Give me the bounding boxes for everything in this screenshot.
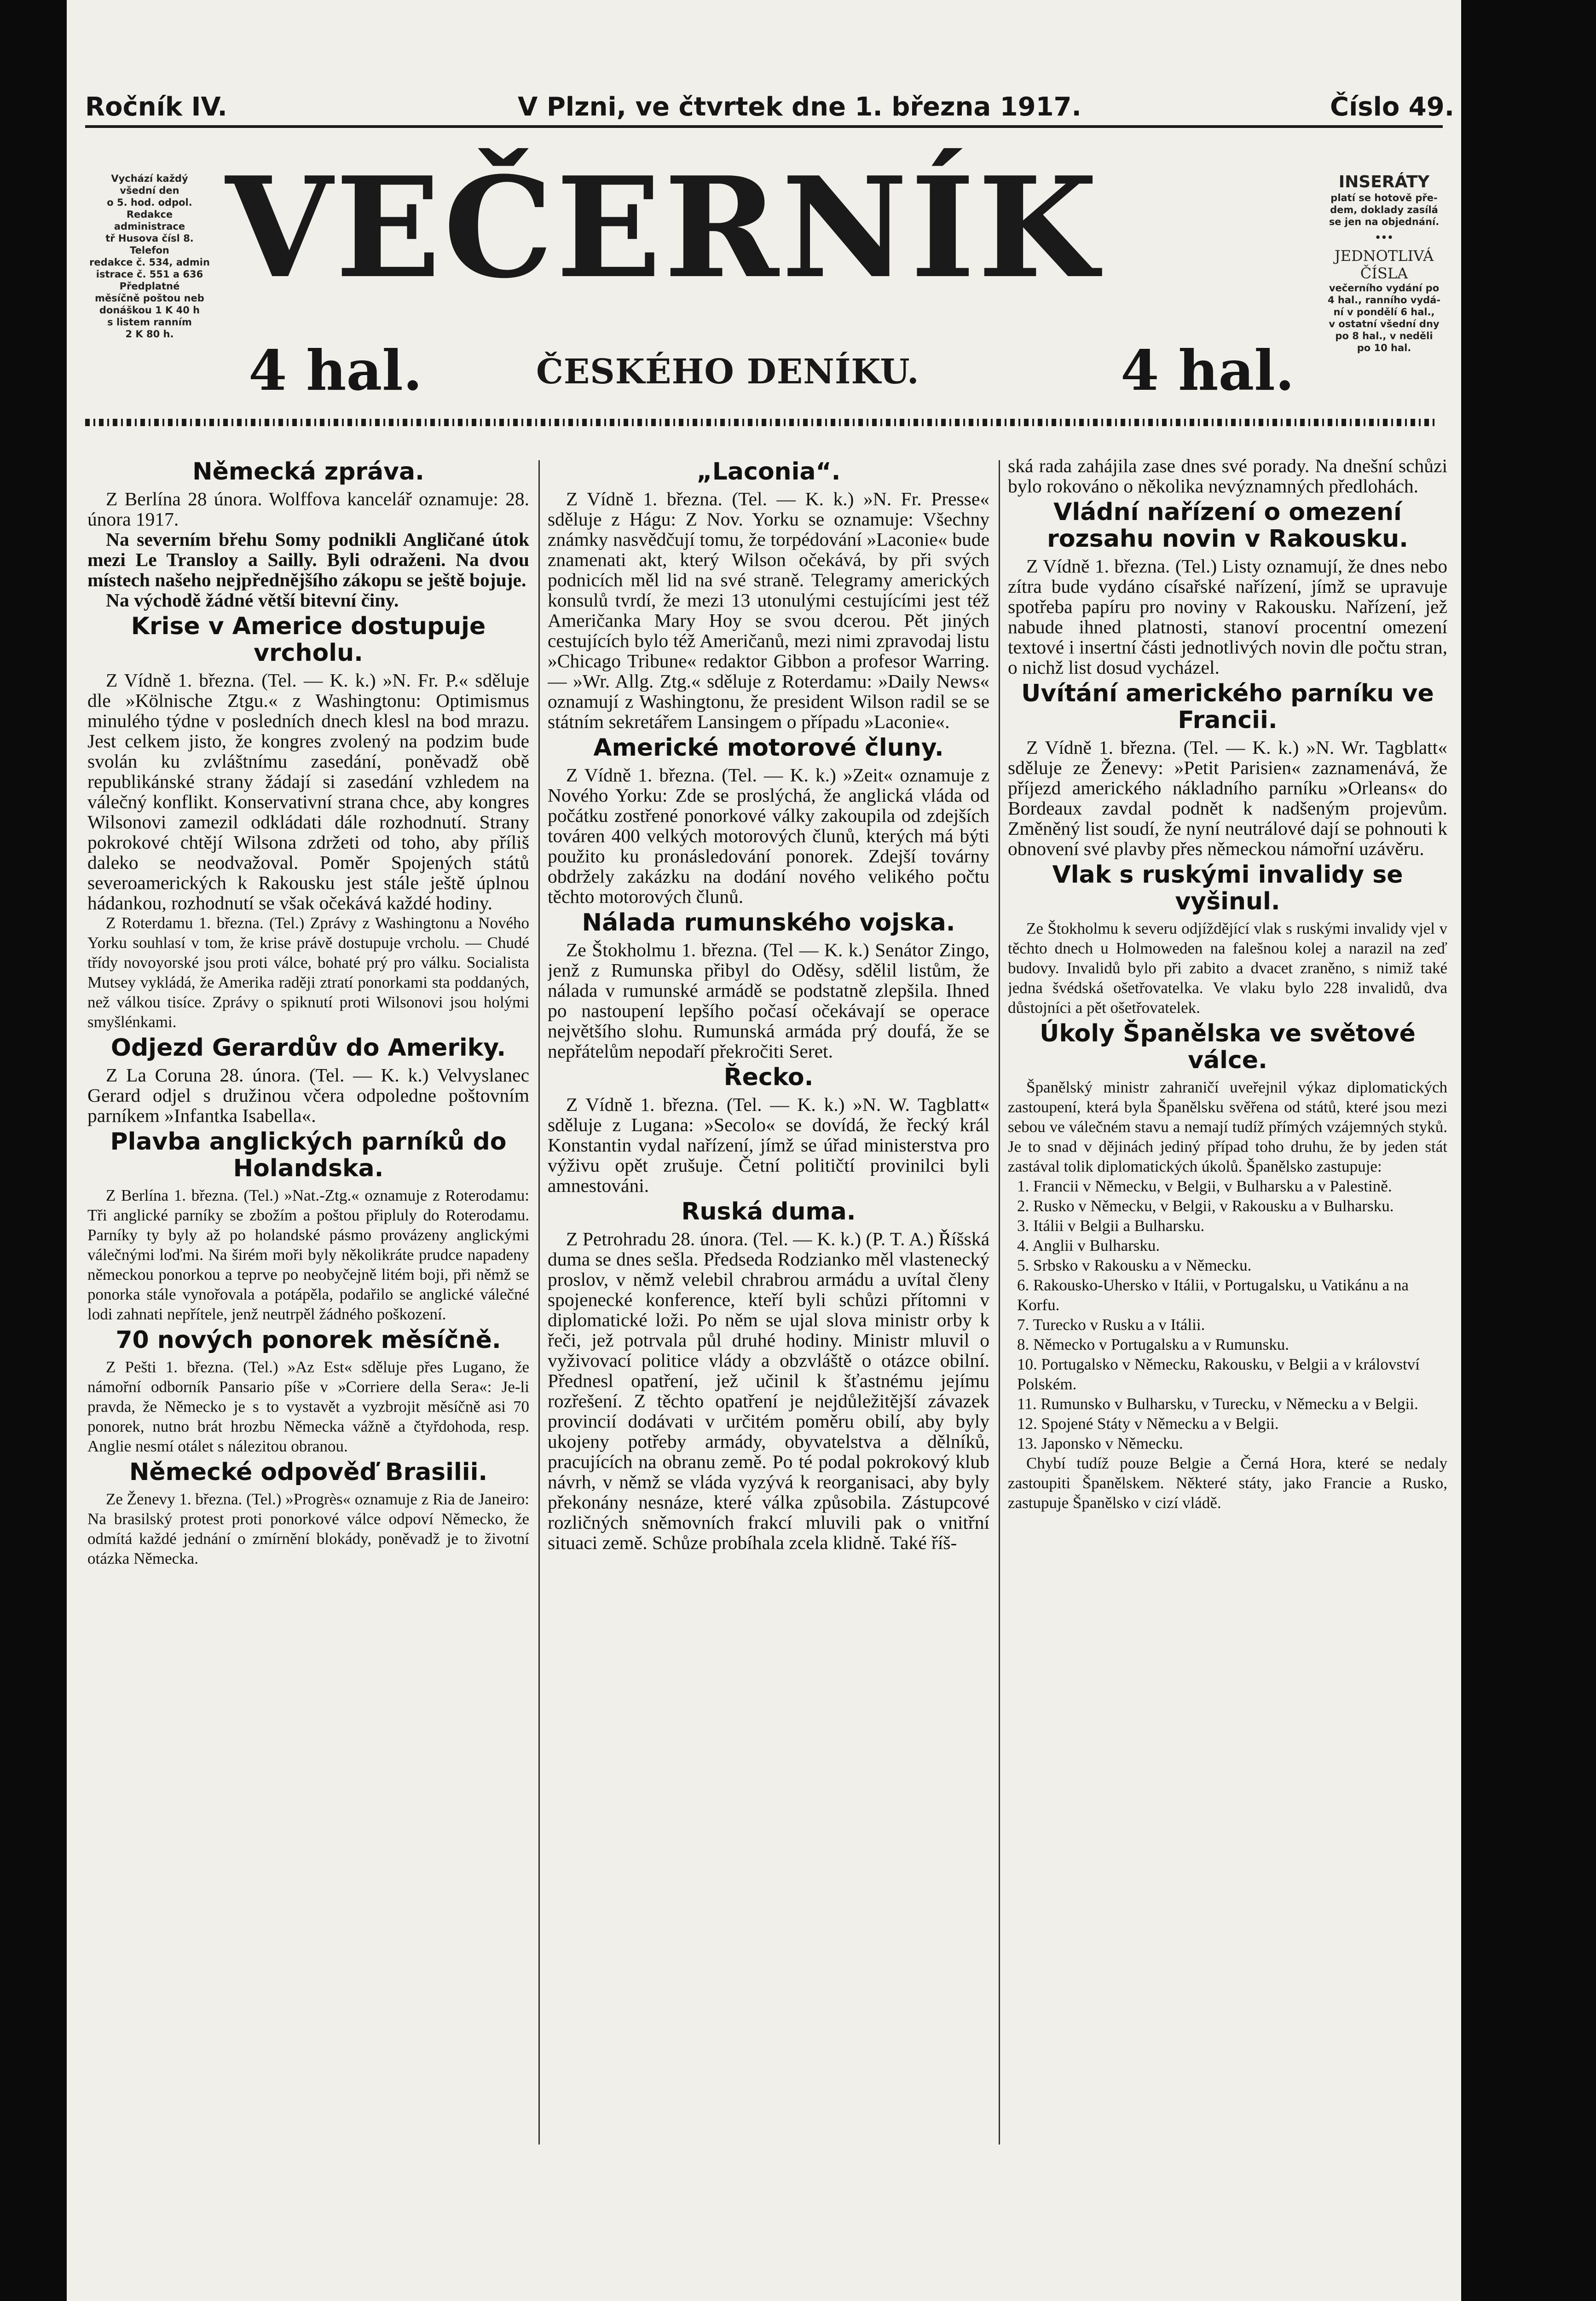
list-item: 1. Francii v Německu, v Belgii, v Bulharsku a v Palestině. — [1017, 1177, 1392, 1195]
article-paragraph: Z Berlína 28 února. Wolffova kancelář oznamuje: 28. února 1917. — [87, 488, 529, 530]
article-headline: Úkoly Španělska ve světové válce. — [1040, 1020, 1416, 1074]
article-paragraph: Z Vídně 1. března. (Tel. — K. k.) »N. Fr. Presse« sděluje z Hágu: Z Nov. Yorku se oznamuje: Všechny známky nasvědčují tomu, že torpédování »Laconie« bude znamenati akt, který Wilson očekává, by při svých podnicích měl lid na své straně. Telegramy amerických konsulů tvrdí, že mezi 13 utonulými cestujícími jest též Američanka Mary Hoy se svou dcerou. Pět jiných cestujících bylo též Američanů, mezi nimi zpravodaj listu »Chicago Tribune« redaktor Gibbon a profesor Warring. — »Wr. Allg. Ztg.« sděluje z Roterdamu: »Daily News« oznamují z Washingtonu, že president Wilson radil se se státním sekretářem Lansingem o případu »Laconie«. — [548, 488, 989, 732]
article-paragraph: Z Berlína 1. března. (Tel.) »Nat.-Ztg.« oznamuje z Roterodamu: Tři anglické parníky se zbožím a poštou připluly do Roterodamu. Parníky ty byly až po holandské pásmo provázeny anglickými válečnými loďmi. Na širém moři byly několikráte prudce napadeny německou ponorkou a teprve po neobyčejně litém boji, při němž se ponorka stále vynořovala a potápěla, podařilo se anglické válečné lodi zahnati nepřítele, jenž neutrpěl žádného poškození. — [87, 1186, 529, 1323]
article-headline: Vládní nařízení o omezení rozsahu novin v Rakousku. — [1047, 498, 1408, 553]
info-line: dem, doklady zasílá — [1330, 204, 1438, 215]
issue-number: Číslo 49. — [1330, 92, 1454, 122]
masthead-subtitle: ČESKÉHO DENÍKU. — [536, 352, 919, 392]
newspaper-page — [67, 0, 1461, 2301]
info-line: Telefon — [130, 245, 169, 256]
info-line: měsíčně poštou neb — [95, 293, 204, 304]
article-paragraph: Z Vídně 1. března. (Tel. — K. k.) »Zeit« oznamuje z Nového Yorku: Zde se proslýchá, že anglická vláda od počátku zostřené ponorkové války zakoupila od zdejších továren 400 velkých motorových člunů, kterých má býti použito ku pronásledování ponorek. Zdejší továrny obdržely zakázku na dodání nového velikého počtu těchto motorových člunů. — [548, 764, 989, 907]
article-paragraph: Z Vídně 1. března. (Tel. — K. k.) »N. Fr. P.« sděluje dle »Kölnische Ztgu.« z Washingtonu: Optimismus minulého týdne v posledních dnech klesl na bod mrazu. Jest celkem jisto, že kongres zvolený na podzim bude svolán ku zvláštnímu zasedání, poněvadž obě republikánské strany žádají si zasedání vzhledem na válečný konflikt. Konservativní strana chce, aby kongres Wilsonovi zamezil odkládati dále rozhodnutí. Strany pokrokové chtějí Wilsona zdržeti od toho, aby příliš daleko se neodvažoval. Poměr Spojených států severoamerických k Rakousku jest stále ještě úplnou hádankou, rozhodnutí se však očekává každé hodiny. — [87, 670, 529, 913]
publication-info-box — [85, 173, 214, 340]
dateline: V Plzni, ve čtvrtek dne 1. března 1917. — [518, 92, 1081, 122]
article-headline: Ruská duma. — [681, 1198, 856, 1226]
article-headline: Nálada rumunského vojska. — [582, 909, 955, 937]
article-headline: Plavba anglických parníků do Holandska. — [110, 1128, 507, 1182]
article-paragraph: Chybí tudíž pouze Belgie a Černá Hora, které se nedaly zastoupiti Španělskem. Některé státy, jako Francie a Rusko, zastupuje Španělsko v cizí vládě. — [1008, 1454, 1447, 1512]
inserts-title: INSERÁTY — [1338, 173, 1430, 191]
list-item: 13. Japonsko v Německu. — [1017, 1434, 1183, 1452]
info-line: se jen na objednání. — [1329, 216, 1440, 227]
info-line: o 5. hod. odpol. — [107, 197, 192, 208]
list-item: 12. Spojené Státy v Německu a v Belgii. — [1017, 1415, 1279, 1433]
info-line: po 8 hal., v neděli — [1335, 330, 1433, 341]
article-paragraph: Ze Štokholmu k severu odjíždějící vlak s ruskými invalidy vjel v těchto dnech u Holmoweden na falešnou kolej a narazil na zeď budovy. Invalidů bylo při zabito a dvacet zraněno, s nimiž také jedna švédská ošetřovatelka. Ve vlaku bylo 228 invalidů, dva důstojníci a pět ošetřovatelek. — [1008, 919, 1447, 1017]
info-line: istrace č. 551 a 636 — [96, 269, 203, 280]
column-3 — [1008, 456, 1447, 2154]
price-left: 4 hal. — [249, 338, 422, 403]
info-line: všední den — [120, 185, 179, 196]
list-item: 11. Rumunsko v Bulharsku, v Turecku, v Německu a v Belgii. — [1017, 1395, 1418, 1413]
article-headline: „Laconia“. — [696, 458, 841, 486]
article-paragraph: Z Petrohradu 28. února. (Tel. — K. k.) (P. T. A.) Říšská duma se dnes sešla. Předseda Rodzianko měl vlastenecký proslov, v němž velebil chrabrou armádu a uvítal členy spojenecké konference, kteří byli schůzi přítomni v diplomatické loži. Po něm se ujal slova ministr orby k řeči, jež potrvala půl druhé hodiny. Ministr mluvil o vyživovací politice vlády a obzvláště o otázce obilní. Přednesl opatření, jež učinil k šťastnému jejímu rozřešení. Z těchto opatření je nejdůležitější závazek provincií dodávati v určitém poměru obilí, aby byly ukojeny potřeby armády, obyvatelstva a dělníků, pracujících na obranu země. Po té podal pokrokový klub návrh, v němž se vláda vyzývá k reorganisaci, aby byly překonány nesnáze, které válka způsobila. Zástupcové rozličných sněmovních frakcí mluvili pak o vnitřní situaci země. Schůze probíhala zcela klidně. Také říš- — [548, 1228, 989, 1553]
article-headline: Odjezd Gerardův do Ameriky. — [110, 1034, 506, 1062]
list-item: 6. Rakousko-Uhersko v Itálii, v Portugalsku, u Vatikánu a na Korfu. — [1017, 1276, 1409, 1314]
article-paragraph: ská rada zahájila zase dnes své porady. Na dnešní schůzi bylo rokováno o několika nevýznamných předlohách. — [1008, 456, 1447, 497]
article-headline: Krise v Americe dostupuje vrcholu. — [131, 613, 486, 667]
info-line: s listem ranním — [107, 317, 192, 328]
article-paragraph: Z La Coruna 28. února. (Tel. — K. k.) Velvyslanec Gerard odjel s družinou včera odpoledne poštovním parníkem »Infantka Isabella«. — [87, 1064, 529, 1126]
article-headline: Americké motorové čluny. — [593, 734, 944, 762]
info-line: ní v pondělí 6 hal., — [1333, 306, 1435, 318]
price-right: 4 hal. — [1121, 338, 1295, 403]
info-line: administrace — [114, 221, 185, 232]
article-paragraph: Ze Štokholmu 1. března. (Tel — K. k.) Senátor Zingo, jenž z Rumunska přibyl do Oděsy, sdělil listům, že nálada v rumunské armádě se podstatně zlepšila. Ihned po nastoupení lepšího počasí očekávají se operace největšího slohu. Rumunská armáda prý doufá, že se nepřátelům nepodaří překročiti Seret. — [548, 939, 989, 1062]
list-item: 4. Anglii v Bulharsku. — [1017, 1237, 1160, 1255]
article-headline: 70 nových ponorek měsíčně. — [116, 1326, 501, 1354]
masthead-title: VEČERNÍK — [226, 146, 1101, 309]
article-paragraph: Z Vídně 1. března. (Tel. — K. k.) »N. Wr. Tagblatt« sděluje ze Ženevy: »Petit Parisien« zaznamenává, že příjezd amerického nákladního parníku »Orleans« do Bordeaux zavdal podnět k nadšeným projevům. Změněný list soudí, že nyní neutrálové dají se pohnouti k obnovení své plavby přes německou námořní uzávěru. — [1008, 737, 1447, 859]
article-paragraph: Z Vídně 1. března. (Tel.) Listy oznamují, že dnes nebo zítra bude vydáno císařské nařízení, jímž se upravuje spotřeba papíru pro noviny v Rakousku. Nařízení, jež nabude ihned platnosti, stanoví procentní omezení textové i insertní části jednotlivých novin dle počtu stran, o nichž list dosud vycházel. — [1008, 555, 1447, 678]
list-item: 7. Turecko v Rusku a v Itálii. — [1017, 1316, 1205, 1334]
header-rule — [85, 125, 1443, 128]
inserts-info-box — [1318, 173, 1450, 354]
article-paragraph: Španělský ministr zahraničí uveřejnil výkaz diplomatických zastoupení, která byla Španělsku svěřena od států, které jsou mezi sebou ve válečném stavu a nemají tudíž přímých vzájemných styků. Je to snad v dějinách jediný případ toho druhu, že by jeden stát zastával tolik diplomatických úkolů. Španělsko zastupuje: — [1008, 1078, 1447, 1175]
column-divider-2 — [999, 460, 1000, 2145]
inserts-lines — [1318, 192, 1450, 228]
info-line: po 10 hal. — [1357, 342, 1411, 353]
article-paragraph: Na severním břehu Somy podnikli Angličané útok mezi Le Transloy a Sailly. Byli odraženi. Na dvou místech našeho nejpřednějšího zákopu se ještě bojuje. — [87, 529, 529, 590]
column-divider-1 — [538, 460, 540, 2145]
info-line: v ostatní všední dny — [1329, 318, 1440, 330]
list-item: 2. Rusko v Německu, v Belgii, v Rakousku a v Bulharsku. — [1017, 1197, 1394, 1215]
info-line: Předplatné — [119, 281, 180, 292]
ornamental-rule — [85, 419, 1438, 426]
info-line: 4 hal., ranního vydá- — [1327, 295, 1441, 306]
single-copies-lines — [1318, 282, 1450, 354]
info-line: platí se hotově pře- — [1330, 192, 1438, 203]
info-line: donáškou 1 K 40 h — [99, 305, 200, 316]
info-line: tř Husova čísl 8. — [105, 233, 194, 244]
column-2 — [548, 456, 989, 2154]
article-paragraph: Z Pešti 1. března. (Tel.) »Az Est« sděluje přes Lugano, že námořní odborník Pansario píše v »Corriere della Sera«: Je-li pravda, že Německo je s to vystavět a vyzbrojit měsíčně asi 70 ponorek, nutno brát hrozbu Německa vážně a čtyřdohoda, resp. Anglie nesmí otálet s nálezitou obranou. — [87, 1358, 529, 1455]
info-line: 2 K 80 h. — [125, 329, 174, 340]
column-1 — [87, 456, 529, 2154]
volume-label: Ročník IV. — [85, 92, 227, 122]
single-copies-title: JEDNOTLIVÁ ČÍSLA — [1334, 247, 1434, 282]
list-item: 8. Německo v Portugalsku a v Rumunsku. — [1017, 1336, 1290, 1353]
article-paragraph: Z Vídně 1. března. (Tel. — K. k.) »N. W. Tagblatt« sděluje z Lugana: »Secolo« se dovídá, že řecký král Konstantin vydal nařízení, jímž se úřad ministerstva pro výživu opět zrušuje. Četní političtí provinilci byli amnestováni. — [548, 1094, 989, 1196]
article-headline: Německá zpráva. — [192, 458, 424, 486]
article-headline: Německé odpověď Brasilii. — [129, 1458, 488, 1486]
info-line: Redakce — [126, 209, 173, 220]
separator: ••• — [1375, 232, 1394, 243]
list-item: 5. Srbsko v Rakousku a v Německu. — [1017, 1256, 1252, 1274]
info-line: redakce č. 534, admin — [89, 257, 210, 268]
article-headline: Uvítání amerického parníku ve Francii. — [1021, 680, 1434, 734]
article-paragraph: Na východě žádné větší bitevní činy. — [106, 590, 399, 611]
article-headline: Řecko. — [723, 1064, 814, 1091]
info-line: večerního vydání po — [1329, 283, 1440, 294]
info-line: Vychází každý — [111, 173, 188, 184]
article-paragraph: Ze Ženevy 1. března. (Tel.) »Progrès« oznamuje z Ria de Janeiro: Na brasilský protest proti ponorkové válce odpoví Německo, že odmítá každé jednání o zmírnění blokády, poněvadž je to životní otázka Německa. — [87, 1490, 529, 1567]
list-item: 10. Portugalsko v Německu, Rakousku, v Belgii a v království Polském. — [1017, 1355, 1420, 1393]
list-item: 3. Itálii v Belgii a Bulharsku. — [1017, 1217, 1205, 1235]
article-headline: Vlak s ruskými invalidy se vyšinul. — [1052, 861, 1403, 915]
article-paragraph: Z Roterdamu 1. března. (Tel.) Zprávy z Washingtonu a Nového Yorku souhlasí v tom, že krise právě dostupuje vrcholu. — Chudé třídy novoyorské jsou proti válce, bohaté prý pro válku. Socialista Mutsey vykládá, že Amerika raději ztratí ponorkami sta poddaných, než válkou tisíce. Zprávy o spiknutí proti Wilsonovi jsou holými smyšlénkami. — [87, 914, 529, 1031]
